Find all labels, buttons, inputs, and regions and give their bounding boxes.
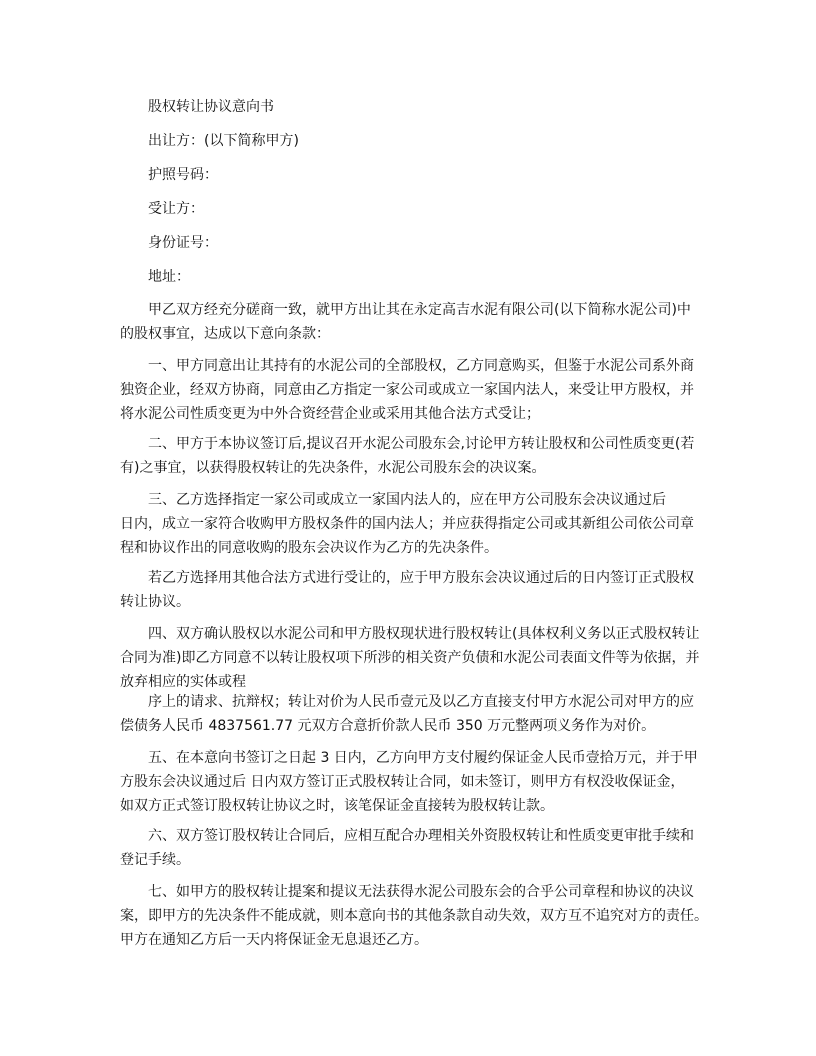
paragraph-clause-6 [120,824,700,872]
paragraph-clause-7 [120,880,708,952]
paragraph-clause-2 [120,432,700,480]
paragraph-line: 程和协议作出的同意收购的股东会决议作为乙方的先决条件。 [120,540,498,556]
paragraph-alternative [120,566,700,614]
paragraph-line: 案，即甲方的先决条件不能成就，则本意向书的其他条款自动失效，双方互不追究对方的责任。 [120,908,708,924]
paragraph-line: 四、双方确认股权以水泥公司和甲方股权现状进行股权转让(具体权利义务以正式股权转让 [148,626,700,642]
paragraph-line: 将水泥公司性质变更为中外合资经营企业或采用其他合法方式受让； [120,406,540,422]
document-title: 股权转让协议意向书 [148,99,274,115]
paragraph-line: 的股权事宜，达成以下意向条款： [120,326,330,342]
paragraph-line: 独资企业，经双方协商，同意由乙方指定一家公司或成立一家国内法人，来受让甲方股权，并 [120,382,694,398]
paragraph-line: 五、在本意向书签订之日起 3 日内，乙方向甲方支付履约保证金人民币壹拾万元，并于甲 [148,750,698,766]
paragraph-clause-1 [120,354,700,426]
paragraph-line: 偿债务人民币 4837561.77 元双方合意折价款人民币 350 万元整两项义务作为对价。 [120,718,656,734]
paragraph-line: 合同为准)即乙方同意不以转让股权项下所涉的相关资产负债和水泥公司表面文件等为依据，并 [120,650,700,666]
paragraph-line: 一、甲方同意出让其持有的水泥公司的全部股权，乙方同意购买，但鉴于水泥公司系外商 [148,358,694,374]
paragraph-line: 放弃相应的实体或程 [120,674,246,690]
paragraph-line: 甲乙双方经充分磋商一致，就甲方出让其在永定高吉水泥有限公司(以下简称水泥公司)中 [148,302,691,318]
paragraph-line: 方股东会决议通过后 日内双方签订正式股权转让合同，如未签订，则甲方有权没收保证金， [120,774,685,790]
paragraph-line: 三、乙方选择指定一家公司或成立一家国内法人的，应在甲方公司股东会决议通过后 [148,492,666,508]
paragraph-consideration [120,690,700,738]
paragraph-line: 有)之事宜，以获得股权转让的先决条件，水泥公司股东会的决议案。 [120,460,546,476]
paragraph-line: 甲方在通知乙方后一天内将保证金无息退还乙方。 [120,932,428,948]
paragraph-line: 序上的请求、抗辩权；转让对价为人民币壹元及以乙方直接支付甲方水泥公司对甲方的应 [148,694,694,710]
field-buyer: 受让方： [148,201,204,217]
paragraph-intro [120,298,700,346]
paragraph-line: 日内，成立一家符合收购甲方股权条件的国内法人；并应获得指定公司或其新组公司依公司章 [120,516,694,532]
field-seller: 出让方：(以下简称甲方) [148,133,299,149]
paragraph-clause-5 [120,746,700,818]
field-passport-number: 护照号码： [148,167,218,183]
paragraph-clause-3 [120,488,700,560]
paragraph-line: 如双方正式签订股权转让协议之时，该笔保证金直接转为股权转让款。 [120,798,554,814]
paragraph-clause-4 [120,622,700,694]
paragraph-line: 转让协议。 [120,594,190,610]
paragraph-line: 二、甲方于本协议签订后,提议召开水泥公司股东会,讨论甲方转让股权和公司性质变更(若 [148,436,695,452]
paragraph-line: 六、双方签订股权转让合同后，应相互配合办理相关外资股权转让和性质变更审批手续和 [148,828,694,844]
field-address: 地址： [148,269,190,285]
paragraph-line: 若乙方选择用其他合法方式进行受让的，应于甲方股东会决议通过后的日内签订正式股权 [148,570,694,586]
paragraph-line: 登记手续。 [120,852,190,868]
field-id-number: 身份证号： [148,235,218,251]
paragraph-line: 七、如甲方的股权转让提案和提议无法获得水泥公司股东会的合乎公司章程和协议的决议 [148,884,694,900]
